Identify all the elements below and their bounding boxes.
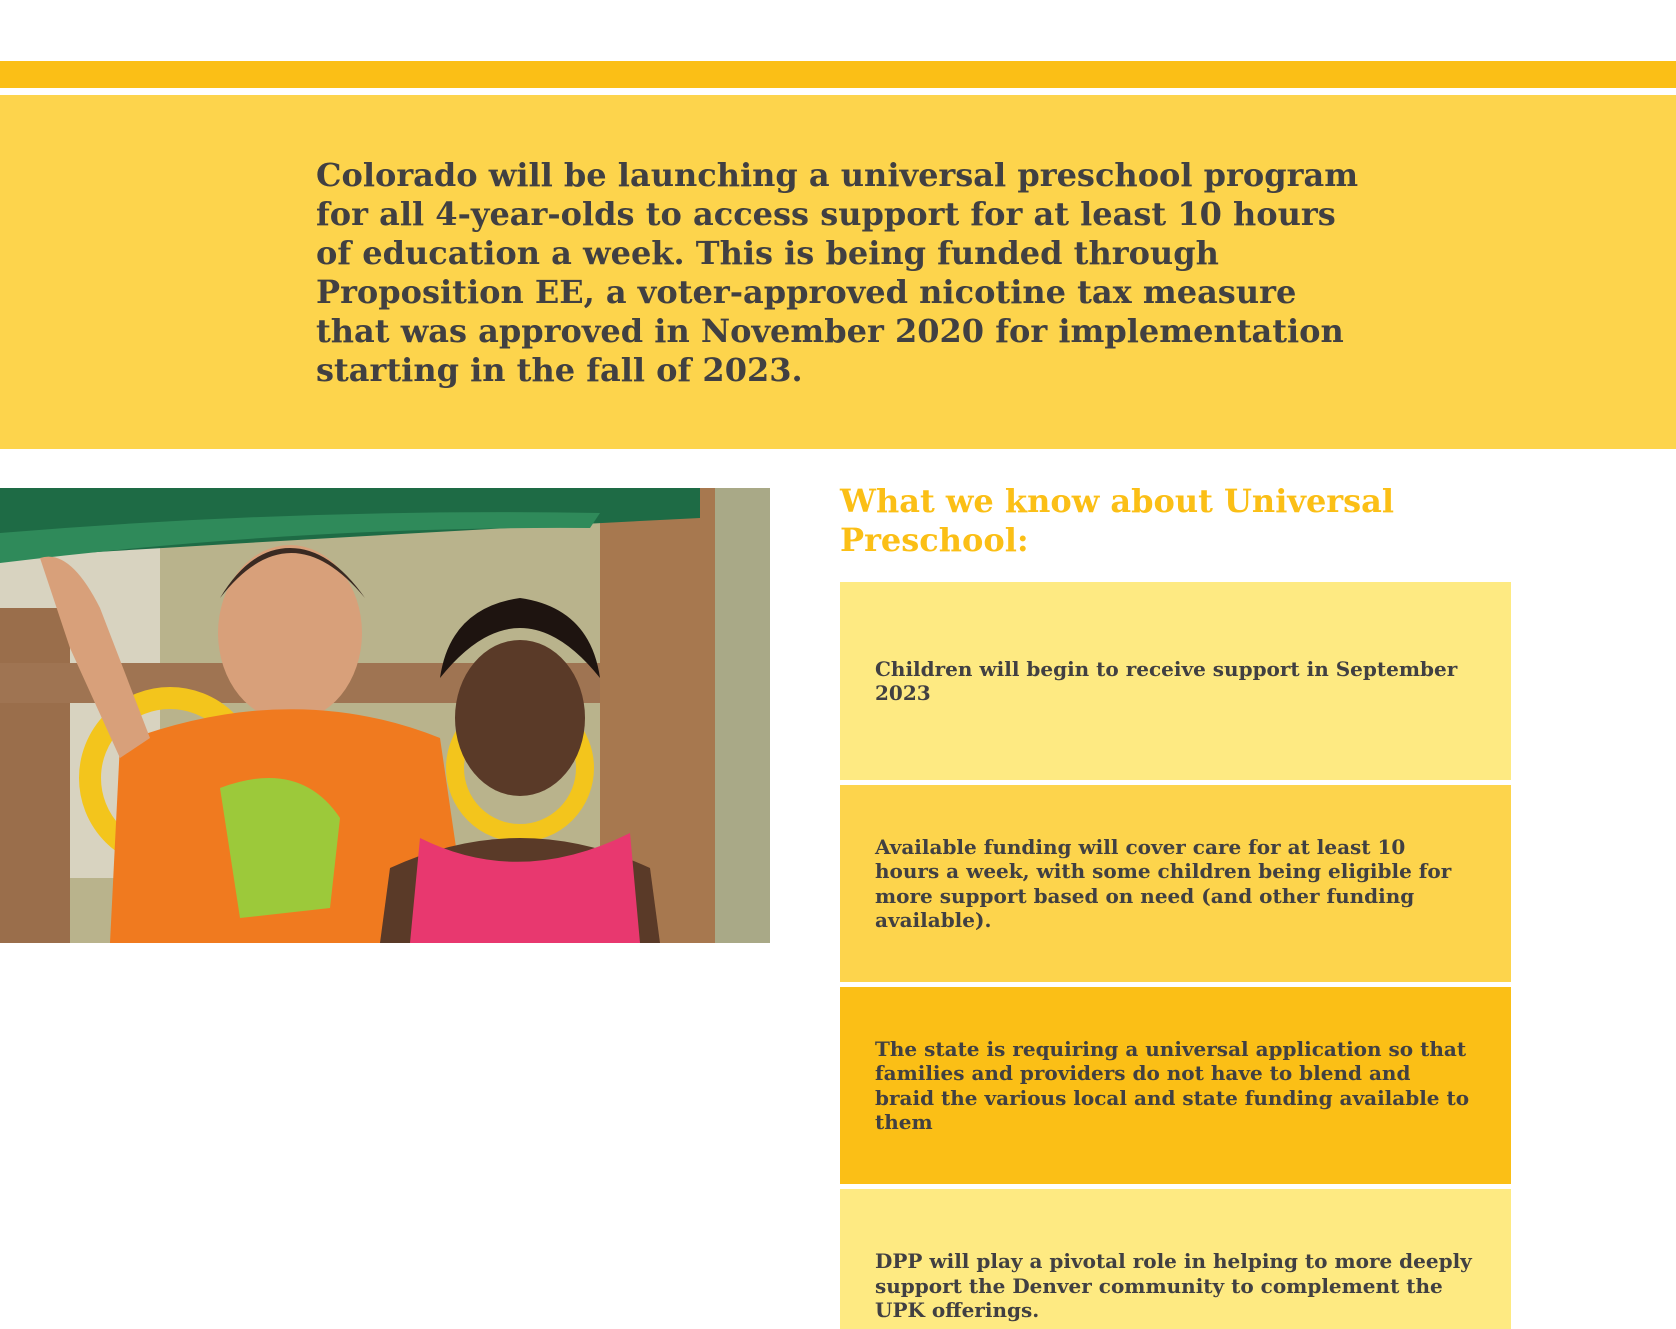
info-card [840,987,1511,1184]
info-card [840,582,1511,780]
hero-intro-text: Colorado will be launching a universal preschool program for all 4-year-olds to access support for at least 10 hours of education a week. This is being funded through Proposition EE, a voter-approved nicotine tax measure that was approved in November 2020 for implementation starting in the fall of 2023. [316,156,1359,389]
top-accent-stripe [0,61,1676,88]
info-card-text: Children will begin to receive support in September 2023 [875,656,1458,705]
children-photo [0,488,770,943]
info-card [840,1189,1511,1329]
info-card-text: The state is requiring a universal application so that families and providers do not have to blend and braid the various local and state funding available to them [875,1036,1470,1134]
info-card-text: Available funding will cover care for at least 10 hours a week, with some children being eligible for more support based on need (and other funding available). [875,834,1452,932]
children-photo-image [0,488,770,943]
section-heading: What we know about Universal Preschool: [840,482,1395,559]
info-card-text: DPP will play a pivotal role in helping to more deeply support the Denver community to complement the UPK offerings. [875,1249,1472,1322]
info-card [840,785,1511,982]
